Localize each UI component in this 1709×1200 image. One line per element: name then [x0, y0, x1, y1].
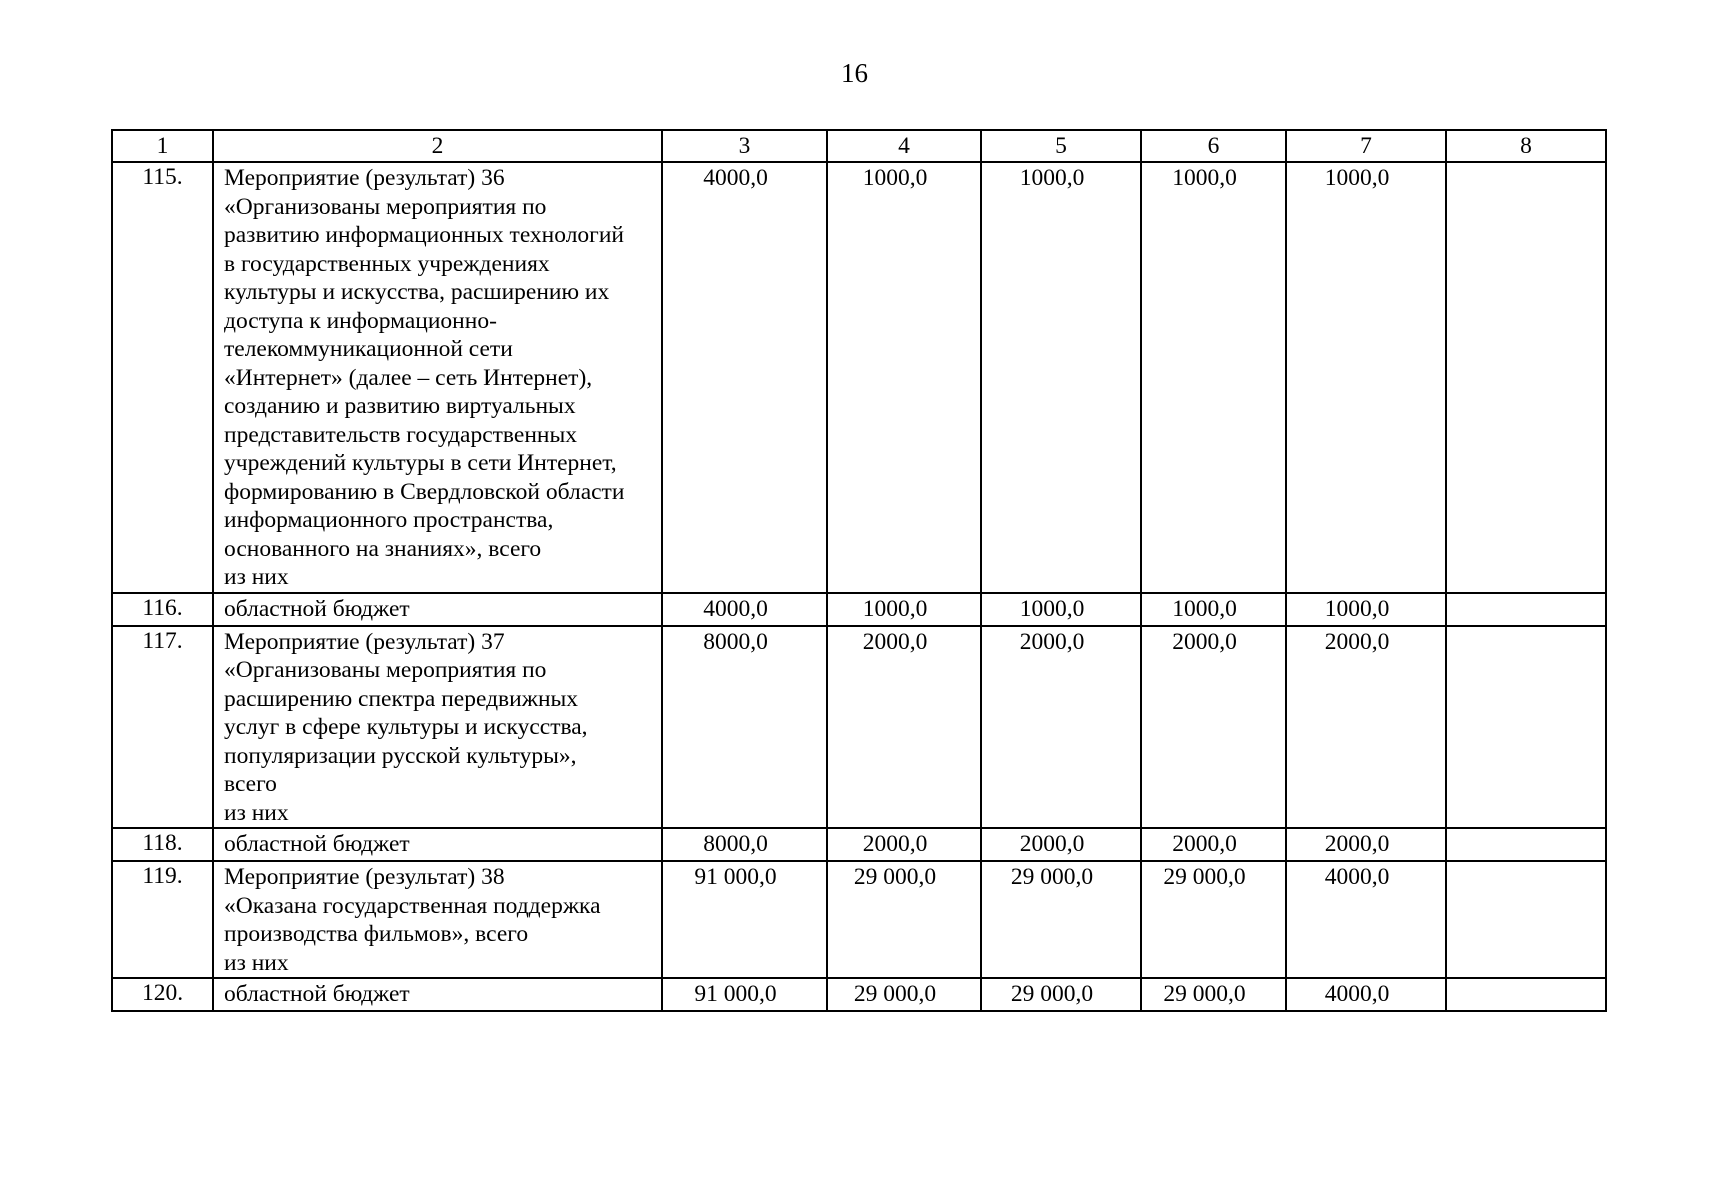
- cell-col-3: [662, 861, 827, 978]
- cell-col-7: [1286, 626, 1446, 829]
- cell-value: 1000,0: [1019, 595, 1085, 622]
- column-header: 2: [213, 130, 662, 162]
- cell-col-3: [662, 593, 827, 626]
- column-header: 4: [827, 130, 981, 162]
- cell-col-5: [981, 593, 1141, 626]
- description-line: всего: [224, 771, 277, 797]
- cell-value: 1000,0: [1324, 595, 1390, 622]
- cell-value: 2000,0: [862, 628, 928, 655]
- description-line: областной бюджет: [224, 981, 410, 1007]
- description-line: «Интернет» (далее – сеть Интернет),: [224, 364, 593, 391]
- description-line: услуг в сфере культуры и искусства,: [224, 714, 588, 740]
- cell-value: 4000,0: [1324, 981, 1390, 1007]
- cell-col-4: [827, 626, 981, 829]
- cell-value: 1000,0: [862, 165, 928, 191]
- cell-col-3: [662, 828, 827, 861]
- description-line: Мероприятие (результат) 36: [224, 165, 505, 191]
- cell-value: 8000,0: [703, 628, 768, 655]
- description-line: телекоммуникационной сети: [224, 336, 513, 362]
- cell-value: 4000,0: [703, 165, 768, 191]
- description-line: культуры и искусства, расширению их: [224, 279, 610, 305]
- cell-col-6: [1141, 828, 1286, 861]
- cell-col-8: [1446, 162, 1606, 593]
- cell-col-5: [981, 828, 1141, 861]
- description-line: представительств государственных: [224, 421, 578, 448]
- cell-col-7: [1286, 978, 1446, 1011]
- cell-value: 91 000,0: [694, 864, 777, 890]
- row-description: [213, 978, 662, 1011]
- cell-value: 1000,0: [1324, 165, 1390, 191]
- description-line: областной бюджет: [224, 595, 410, 622]
- cell-value: 29 000,0: [853, 981, 937, 1007]
- description-line: расширению спектра передвижных: [224, 685, 579, 712]
- description-line: Мероприятие (результат) 38: [224, 864, 505, 890]
- column-header: 1: [112, 130, 213, 162]
- cell-value: 1000,0: [1172, 165, 1237, 191]
- description-line: доступа к информационно-: [224, 307, 497, 334]
- cell-col-5: [981, 162, 1141, 593]
- cell-col-8: [1446, 828, 1606, 861]
- description-line: учреждений культуры в сети Интернет,: [224, 450, 617, 476]
- row-description: [213, 162, 662, 593]
- cell-col-5: [981, 861, 1141, 978]
- cell-col-4: [827, 828, 981, 861]
- cell-value: 1000,0: [862, 595, 928, 622]
- description-line: Мероприятие (результат) 37: [224, 628, 505, 655]
- column-header: 8: [1446, 130, 1606, 162]
- cell-col-3: [662, 162, 827, 593]
- row-number: 118.: [112, 828, 213, 861]
- cell-value: 2000,0: [1019, 628, 1085, 655]
- cell-col-6: [1141, 861, 1286, 978]
- cell-col-6: [1141, 978, 1286, 1011]
- description-line: формированию в Свердловской области: [224, 478, 625, 505]
- cell-col-6: [1141, 162, 1286, 593]
- row-number: 120.: [112, 978, 213, 1011]
- cell-col-6: [1141, 593, 1286, 626]
- cell-value: 29 000,0: [1010, 981, 1094, 1007]
- budget-table: [111, 129, 1607, 1012]
- table-row: [112, 828, 1606, 861]
- cell-col-4: [827, 162, 981, 593]
- column-header: 3: [662, 130, 827, 162]
- description-line: производства фильмов», всего: [224, 921, 529, 947]
- row-description: [213, 593, 662, 626]
- cell-value: 29 000,0: [1163, 981, 1246, 1007]
- cell-value: 4000,0: [703, 595, 768, 622]
- description-line: «Организованы мероприятия по: [224, 657, 547, 683]
- description-line: созданию и развитию виртуальных: [224, 393, 576, 419]
- cell-col-7: [1286, 861, 1446, 978]
- cell-value: 29 000,0: [853, 864, 937, 890]
- row-number: 117.: [112, 626, 213, 829]
- row-description: [213, 828, 662, 861]
- table-row: [112, 861, 1606, 978]
- table-row: [112, 626, 1606, 829]
- description-line: областной бюджет: [224, 831, 410, 857]
- column-header: 5: [981, 130, 1141, 162]
- cell-col-8: [1446, 978, 1606, 1011]
- cell-col-7: [1286, 593, 1446, 626]
- cell-col-5: [981, 626, 1141, 829]
- cell-col-7: [1286, 828, 1446, 861]
- row-number: 115.: [112, 162, 213, 593]
- cell-col-8: [1446, 593, 1606, 626]
- cell-value: 4000,0: [1324, 864, 1390, 890]
- description-line: информационного пространства,: [224, 507, 554, 533]
- description-line: «Организованы мероприятия по: [224, 193, 547, 220]
- row-description: [213, 861, 662, 978]
- description-line: «Оказана государственная поддержка: [224, 892, 601, 919]
- cell-value: 91 000,0: [694, 981, 777, 1007]
- cell-col-4: [827, 978, 981, 1011]
- row-number: 119.: [112, 861, 213, 978]
- cell-col-3: [662, 626, 827, 829]
- header-row: [112, 130, 1606, 162]
- description-line: в государственных учреждениях: [224, 250, 550, 277]
- row-description: [213, 626, 662, 829]
- row-number: 116.: [112, 593, 213, 626]
- cell-col-3: [662, 978, 827, 1011]
- description-line: из них: [224, 949, 289, 976]
- cell-value: 29 000,0: [1163, 864, 1246, 890]
- cell-value: 2000,0: [1172, 831, 1237, 857]
- cell-value: 8000,0: [703, 831, 768, 857]
- cell-value: 1000,0: [1019, 165, 1085, 191]
- cell-col-4: [827, 593, 981, 626]
- column-header: 6: [1141, 130, 1286, 162]
- cell-value: 2000,0: [862, 831, 928, 857]
- description-line: развитию информационных технологий: [224, 222, 624, 248]
- description-line: популяризации русской культуры»,: [224, 742, 577, 769]
- column-header: 7: [1286, 130, 1446, 162]
- cell-value: 2000,0: [1172, 628, 1237, 655]
- cell-value: 2000,0: [1324, 628, 1390, 655]
- table-row: [112, 162, 1606, 593]
- cell-col-8: [1446, 626, 1606, 829]
- cell-col-6: [1141, 626, 1286, 829]
- cell-value: 2000,0: [1019, 831, 1085, 857]
- cell-col-5: [981, 978, 1141, 1011]
- table-row: [112, 593, 1606, 626]
- cell-col-8: [1446, 861, 1606, 978]
- description-line: из них: [224, 564, 289, 590]
- cell-value: 1000,0: [1172, 595, 1237, 622]
- cell-col-7: [1286, 162, 1446, 593]
- cell-col-4: [827, 861, 981, 978]
- table-row: [112, 978, 1606, 1011]
- cell-value: 29 000,0: [1010, 864, 1094, 890]
- cell-value: 2000,0: [1324, 831, 1390, 857]
- description-line: из них: [224, 799, 289, 826]
- description-line: основанного на знаниях», всего: [224, 535, 542, 562]
- page-number: 16: [841, 58, 868, 88]
